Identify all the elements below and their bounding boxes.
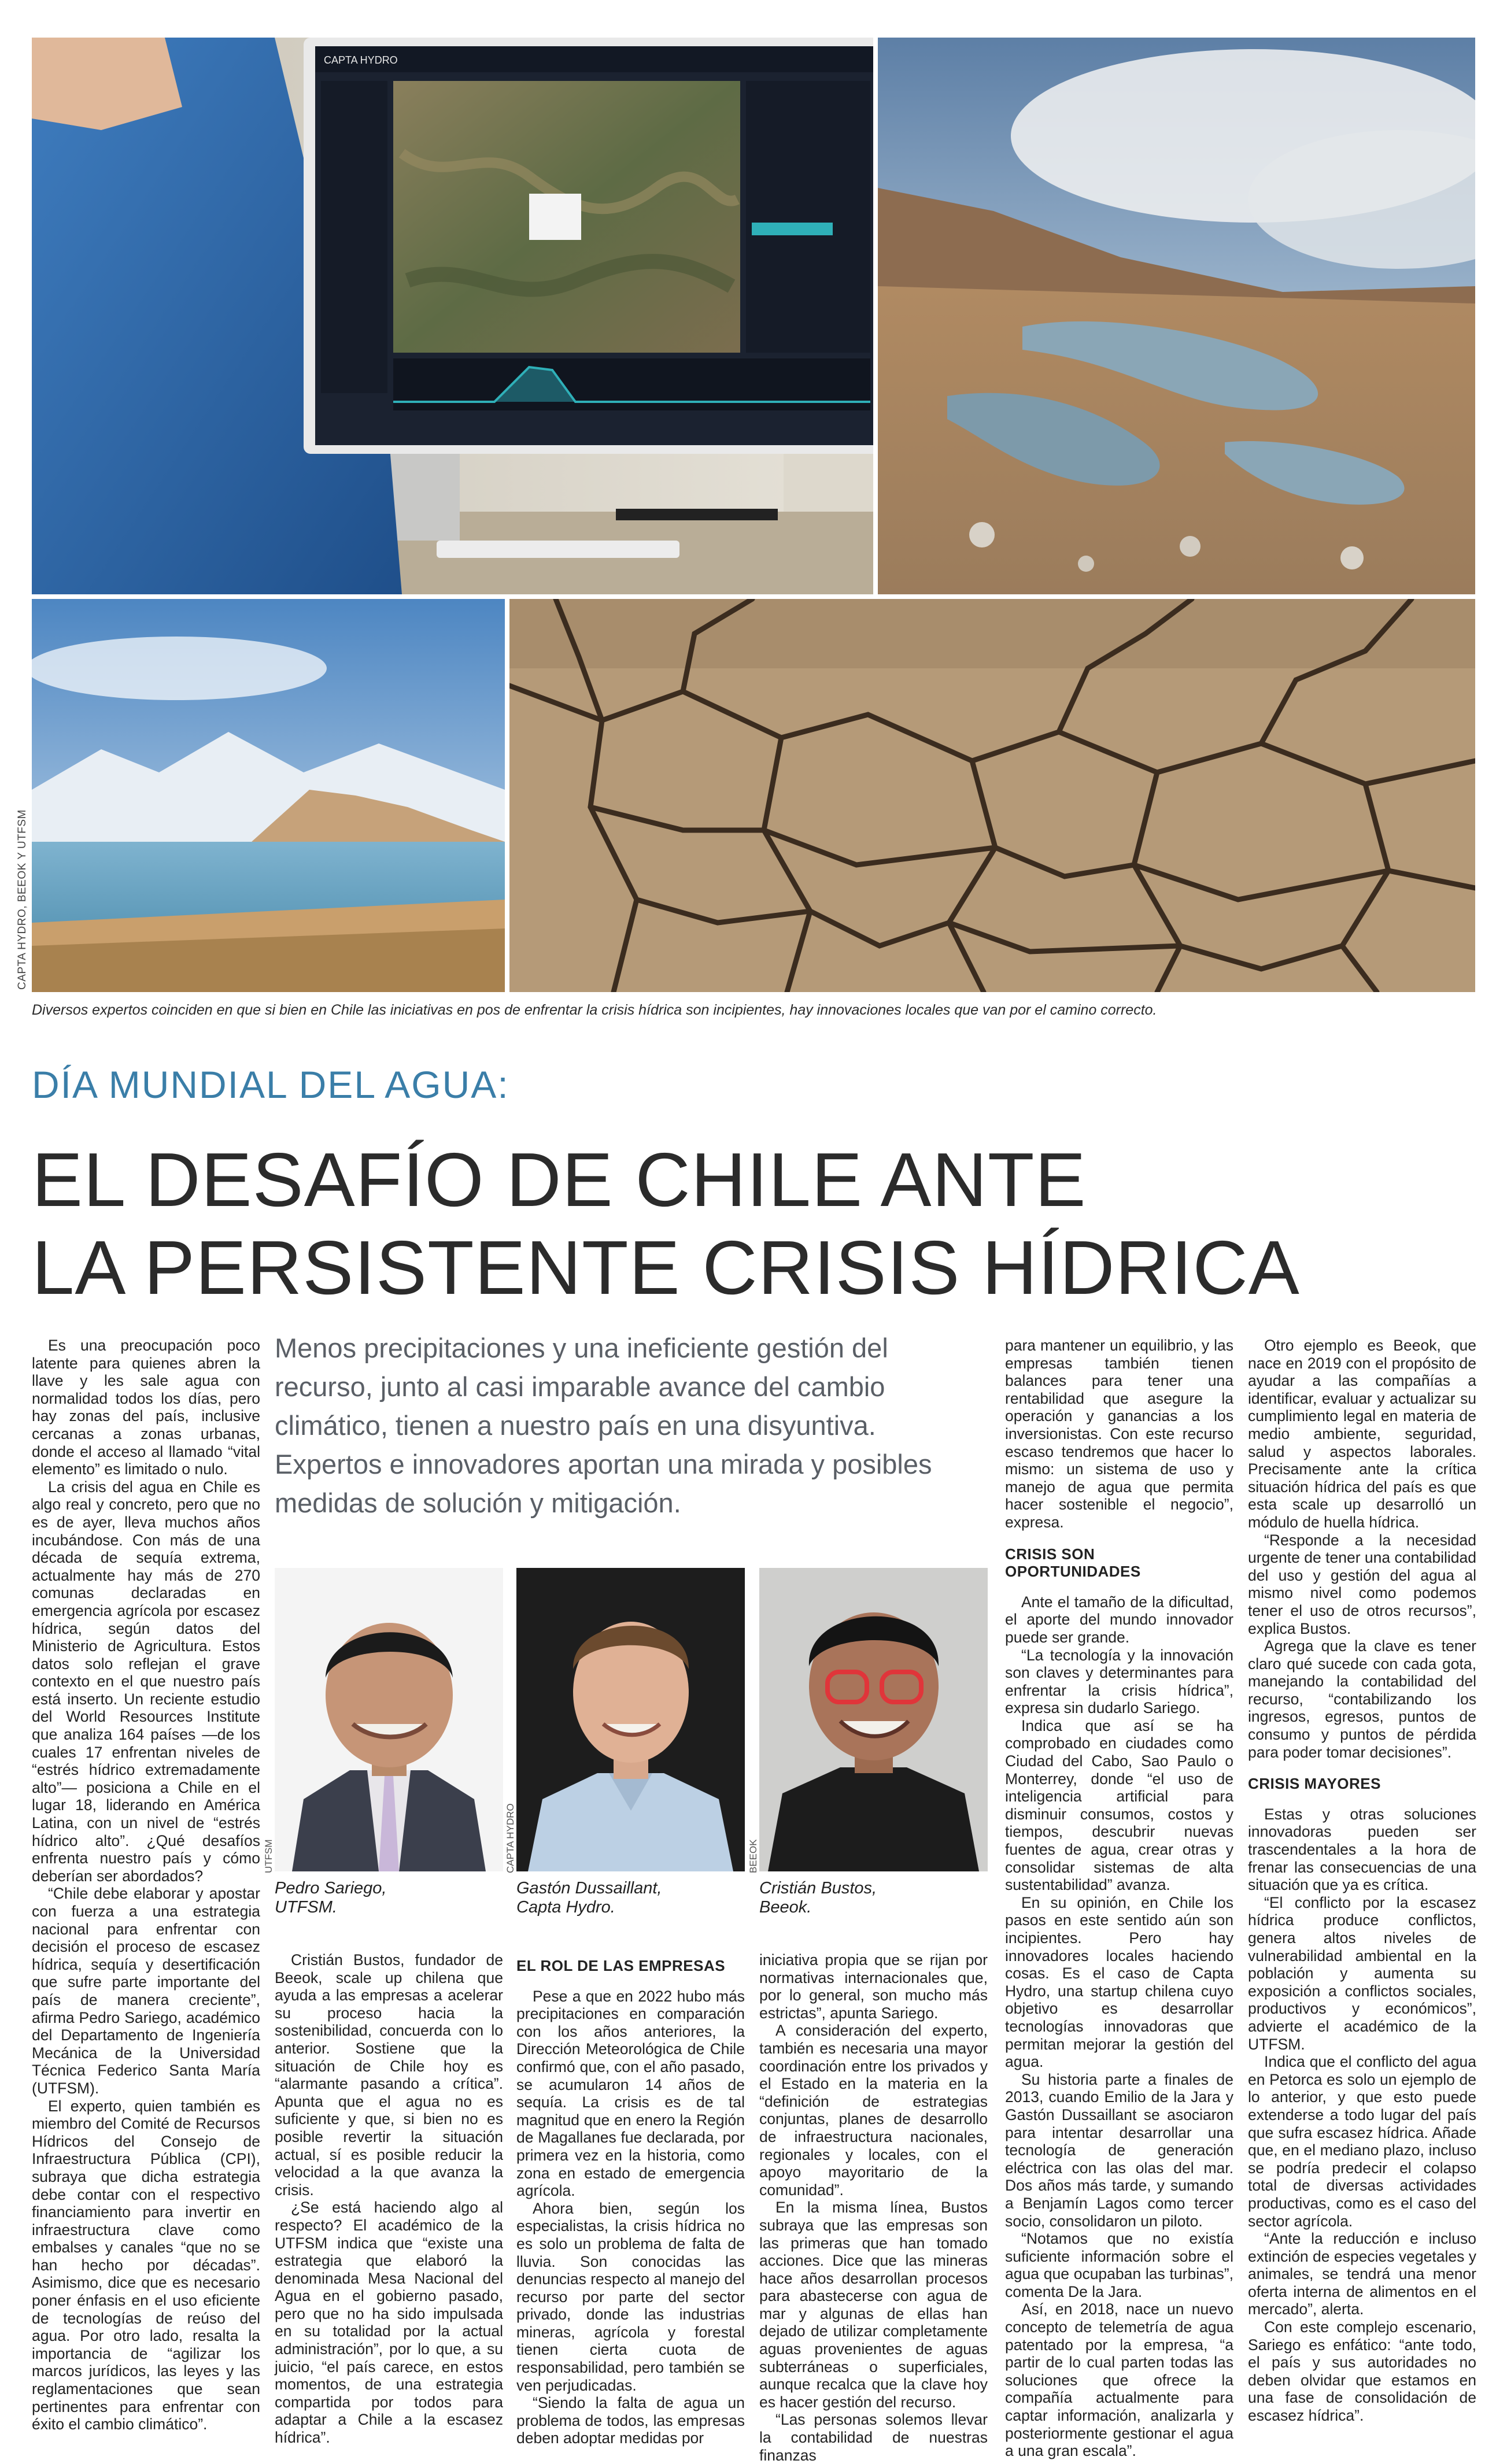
paragraph: Otro ejemplo es Beeok, que nace en 2019 con el propósito de ayudar a las compañías a identificar, evaluar y actualizar su cumplimiento legal en materia de medio ambiente, seguridad, salud y aspectos laborales. Precisamente ante la crítica situación hídrica del país es que esta scale up desarrolló un módulo de huella hídrica. [1248,1337,1476,1531]
photo-computer-monitor [32,38,873,594]
article-column-6 [1248,1337,1476,2425]
section-heading-empresas: EL ROL DE LAS EMPRESAS [516,1957,726,1974]
paragraph: “Responde a la necesidad urgente de tener una contabilidad del uso y gestión del agua al mismo nivel como podemos tener el uso de otros recursos”, explica Bustos. [1248,1531,1476,1637]
paragraph: iniciativa propia que se rijan por normativas internacionales que, por lo general, son mucho más estrictas”, apunta Sariego. [759,1951,988,2022]
paragraph: Ahora bien, según los especialistas, la crisis hídrica no es solo un problema de falta de lluvia. Son conocidas las denuncias respecto al manejo del recurso por parte del sector privado, donde las industrias mineras, agrícola y forestal tienen cierta cuota de responsabilidad, pero también se ven perjudicadas. [516,2199,745,2394]
paragraph: Su historia parte a finales de 2013, cuando Emilio de la Jara y Gastón Dussaillant se asociaron para intentar desarrollar una tecnología de generación eléctrica con las olas del mar. Dos años más tarde, y sumando a Benjamín Lagos como tercer socio, consolidaron un piloto. [1005,2070,1233,2230]
portrait-gaston-dussaillant [516,1568,745,1871]
portrait-name: Gastón Dussaillant, [516,1879,662,1897]
photo-lake-mountains [32,599,505,992]
section-heading-oportunidades: CRISIS SON OPORTUNIDADES [1005,1545,1141,1581]
portrait-org: UTFSM. [275,1898,337,1917]
paragraph: A consideración del experto, también es necesaria una mayor coordinación entre los privados y el Estado en la materia en la “definición de estrategias conjuntas, planes de desarrollo de infraestructura nacionales, regionales y locales, con el apoyo mayoritario de la comunidad”. [759,2022,988,2199]
paragraph: Agrega que la clave es tener claro qué sucede con cada gota, manejando la contabilidad del recurso, “contabilizando los ingresos, egresos, puntos de consumo y puntos de pérdida para poder tomar decisiones”. [1248,1637,1476,1761]
headline-line-1: EL DESAFÍO DE CHILE ANTE [32,1137,1087,1222]
paragraph: En su opinión, en Chile los pasos en este sentido aún son incipientes. Pero hay innovadores locales haciendo cosas. Es el caso de Capta Hydro, una startup chilena cuyo objetivo es desarrollar tecnologías innovadoras que permitan mejorar la gestión del agua. [1005,1893,1233,2071]
paragraph: Ante el tamaño de la dificultad, el aporte del mundo innovador puede ser grande. [1005,1593,1233,1646]
portrait-credit-capta-hydro: CAPTA HYDRO [505,1803,516,1873]
paragraph: “Chile debe elaborar y apostar con fuerza a una estrategia nacional para enfrentar con decisión el proceso de escasez hídrica, sequía y desertificación que sufre parte importante del país de manera creciente”, afirma Pedro Sariego, académico del Departamento de Ingeniería Mecánica de la Universidad Técnica Federico Santa María (UTFSM). [32,1885,260,2097]
photo-caption: Diversos expertos coinciden en que si bien en Chile las iniciativas en pos de enfrentar la crisis hídrica son incipientes, hay innovaciones locales que van por el camino correcto. [32,1002,1157,1018]
portrait-caption-sariego [275,1879,386,1917]
portrait-name: Pedro Sariego, [275,1879,387,1897]
paragraph: Indica que el conflicto del agua en Petorca es solo un ejemplo de lo anterior, y que esto puede extenderse a todo lugar del país que sufra escasez hídrica. Añade que, en el mediano plazo, incluso se podría predecir el colapso total de diversas actividades productivas, como es el caso del sector agrícola. [1248,2053,1476,2230]
paragraph: En la misma línea, Bustos subraya que las empresas son las primeras que han tomado acciones. Dice que las mineras hace años desarrollan procesos para abastecerse con agua de mar y algunas de ellas han dejado de utilizar completamente aguas provenientes de aguas subterráneas o superficiales, aunque recalca que la clave hoy es hacer gestión del recurso. [759,2199,988,2411]
paragraph: “Notamos que no existía suficiente información sobre el agua que ocupaban las turbinas”, comenta De la Jara. [1005,2230,1233,2300]
paragraph: “La tecnología y la innovación son claves y determinantes para enfrentar la crisis hídrica”, expresa sin dudarlo Sariego. [1005,1646,1233,1717]
paragraph: La crisis del agua en Chile es algo real y concreto, pero que no es de ayer, lleva muchos años incubándose. Con más de una década de sequía extrema, actualmente hay más de 270 comunas declaradas en emergencia agrícola por escasez hídrica, según datos del Ministerio de Agricultura. Estos datos solo reflejan el grave contexto en el que nuestro país está inserto. Un reciente estudio del World Resources Institute que analiza 164 países —de los cuales 17 enfrentan niveles de “estrés hídrico extremadamente alto”— posiciona a Chile en el lugar 18, liderando en América Latina, con un nivel de “estrés hídrico alto”. ¿Qué desafíos enfrenta nuestro país y cómo deberían ser abordados? [32,1478,260,1885]
portrait-caption-dussaillant [516,1879,662,1917]
article-column-4 [759,1951,988,2464]
deck-summary: Menos precipitaciones y una ineficiente gestión del recurso, junto al casi imparable avance del cambio climático, tienen a nuestro país en una disyuntiva. Expertos e innovadores aportan una mirada y posibles medidas de solución y mitigación. [275,1333,932,1518]
paragraph: para mantener un equilibrio, y las empresas también tienen balances para tener una rentabilidad que asegure la operación y ganancias a los inversionistas. Con este recurso escaso tendremos que hacer lo mismo: un sistema de uso y manejo de agua que permita hacer sostenible el negocio”, expresa. [1005,1337,1233,1531]
paragraph: Indica que así se ha comprobado en ciudades como Ciudad del Cabo, Sao Paulo o Monterrey, donde “el uso de inteligencia artificial para disminuir consumos, costos y tiempos, descubrir nuevas fuentes de agua, crear otras y consolidar sistemas de alta sustentabilidad” avanza. [1005,1716,1233,1894]
paragraph: ¿Se está haciendo algo al respecto? El académico de la UTFSM indica que “existe una estrategia que elaboró la denominada Mesa Nacional del Agua en el gobierno pasado, pero que no ha sido impulsada en su totalidad por la actual administración”, por lo que, a su juicio, “el país carece, en estos momentos, de una estrategia compartida por todos para adaptar a Chile a la escasez hídrica”. [275,2199,503,2447]
paragraph: Pese a que en 2022 hubo más precipitaciones en comparación con los años anteriores, la Dirección Meteorológica de Chile confirmó que, con el año pasado, se acumularon 14 años de sequía. La crisis es de tal magnitud que en enero la Región de Magallanes fue declarada, por primera vez en la historia, como zona en estado de emergencia agrícola. [516,1987,745,2200]
paragraph: Es una preocupación poco latente para quienes abren la llave y les sale agua con normalidad todos los días, pero hay zonas del país, inclusive cercanas a zonas urbanas, donde el acceso al llamado “vital elemento” es limitado o nulo. [32,1337,260,1478]
headline-line-2: LA PERSISTENTE CRISIS HÍDRICA [32,1225,1300,1310]
portrait-org: Capta Hydro. [516,1898,615,1917]
article-column-3 [516,1957,745,2447]
photo-credit: CAPTA HYDRO, BEEOK Y UTFSM [16,809,28,990]
paragraph: “Las personas solemos llevar la contabilidad de nuestras finanzas [759,2411,988,2464]
photo-cracked-earth [509,599,1475,992]
paragraph: “Ante la reducción e incluso extinción de especies vegetales y animales, se tendrá una menor oferta interna de alimentos en el mercado”, alerta. [1248,2230,1476,2318]
kicker: DÍA MUNDIAL DEL AGUA: [32,1063,509,1106]
portrait-cristian-bustos [759,1568,988,1871]
paragraph: Estas y otras soluciones innovadoras pueden ser trascendentales a la hora de frenar las consecuencias de una situación que ya es crítica. [1248,1805,1476,1894]
headline [32,1136,1300,1312]
portrait-credit-beeok: BEEOK [748,1839,759,1873]
screen-brand-label: CAPTA HYDRO [324,54,398,66]
photo-reservoir-dry [878,38,1475,594]
paragraph: Cristián Bustos, fundador de Beeok, scale up chilena que ayuda a las empresas a acelerar su proceso hacia la sostenibilidad, concuerda con lo anterior. Sostiene que la situación de Chile hoy es “alarmante pasando a crítica”. Apunta que el agua no es suficiente y que, si bien no es posible revertir la situación actual, sí es posible reducir la velocidad a la que avanza la crisis. [275,1951,503,2199]
portrait-caption-bustos [759,1879,877,1917]
portrait-name: Cristián Bustos, [759,1879,877,1897]
portrait-credit-utfsm: UTFSM [263,1839,274,1873]
article-column-5 [1005,1337,1233,2460]
paragraph: Con este complejo escenario, Sariego es enfático: “ante todo, el país y sus autoridades no deben olvidar que estamos en una fase de consolidación de escasez hídrica”. [1248,2318,1476,2425]
paragraph: El experto, quien también es miembro del Comité de Recursos Hídricos del Consejo de Infraestructura Pública (CPI), subraya que dicha estrategia debe contar con el respectivo financiamiento para invertir en infraestructura clave como embalses y canales “que no se han hecho por décadas”. Asimismo, dice que es necesario poner énfasis en el uso eficiente de tecnologías de reúso del agua. Por otro lado, resalta la importancia de “agilizar los marcos jurídicos, las leyes y las reglamentaciones que sean pertinentes para enfrentar con éxito el cambio climático”. [32,2097,260,2433]
portrait-org: Beeok. [759,1898,812,1917]
paragraph: “Siendo la falta de agua un problema de todos, las empresas deben adoptar medidas por [516,2394,745,2447]
portrait-pedro-sariego [275,1568,503,1871]
paragraph: Así, en 2018, nace un nuevo concepto de telemetría de agua patentado por la empresa, “a partir de lo cual parten todas las soluciones que ofrece la compañía actualmente para captar información, analizarla y posteriormente gestionar el agua a una gran escala”. [1005,2300,1233,2460]
paragraph: “El conflicto por la escasez hídrica produce conflictos, genera altos niveles de vulnerabilidad ambiental en la población y aumenta su exposición a conflictos sociales, productivos y económicos”, advierte el académico de la UTFSM. [1248,1893,1476,2053]
section-heading-crisis-mayores: CRISIS MAYORES [1248,1775,1381,1793]
article-column-2 [275,1951,503,2447]
article-column-1 [32,1337,260,2433]
